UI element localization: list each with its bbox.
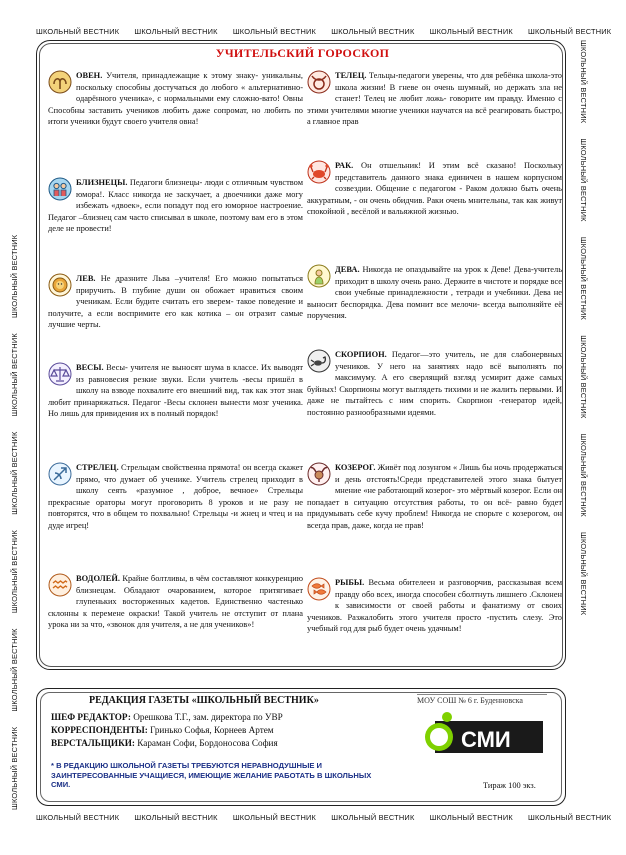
sign-taurus [307,70,562,128]
archer-icon [48,462,72,486]
layout-line [51,738,278,749]
sign-leo [48,273,303,331]
sign-aquarius [48,573,303,631]
sign-name: СКОРПИОН. [335,350,387,359]
page-title: УЧИТЕЛЬСКИЙ ГОРОСКОП [215,46,390,60]
sign-name: РАК. [335,161,354,170]
sign-name: СТРЕЛЕЦ. [76,463,119,472]
crab-icon [307,160,331,184]
sign-name: ВЕСЫ. [76,363,104,372]
lion-icon [48,273,72,297]
layout-label: ВЕРСТАЛЬЩИКИ: [51,738,135,748]
corr-label: КОРРЕСПОНДЕНТЫ: [51,725,148,735]
sign-scorpio [307,349,562,419]
sign-text: Никогда не опаздывайте на урок к Деве! Дева-учитель приходит в школу очень рано. Держите в чистоте и порядке все свои учебные принадлежности , тетради и учебники. Дева не выносит беспорядка. Дева помнит все мелочи- всегда выполняйте её поручения. [307,265,563,321]
gemini-icon [48,177,72,201]
bottom-band [36,813,626,822]
sign-name: ОВЕН. [76,71,103,80]
virgo-icon [307,264,331,288]
scales-icon [48,362,72,386]
sign-text: Весьма обителеен и разговорчив, рассказывая всем правду обо всех, иногда способен сболтнуть лишнего .Склонен к зависимости от своей работы и фанатизму от своих учеников. Разжалобить этого учителя просто -пустить слезу. Это учебный год для рыб будет очень удачным! [307,578,562,634]
sign-text: Живёт под лозунгом « Лишь бы ночь продержаться и день отстоять!Среди представителей этого знака бытует мнение «не работающий козерог- это мёртвый козерог. Если он попадает в ситуацию отсутствия работы, то он всё- равно будет придумывать себе кучу проблем! Никогда не спорьте с козерогом, он всегда прав, даже, когда не прав! [307,463,562,530]
sign-text: Тельцы-педагоги уверены, что для ребёнка школа-это школа жизни! В гневе он очень шумный, но держать зла не станет! Телец не любит ложь- говорите им правду. Именно с этими учителями многие ученики научатся на всё реагировать быстро, а главное прав [307,71,562,127]
editorial-heading: РЕДАКЦИЯ ГАЗЕТЫ «ШКОЛЬНЫЙ ВЕСТНИК» [89,695,319,706]
sign-text: Стрельцам свойственна прямота! он всегда скажет прямо, что думает об ученике. Учитель стрелец приходит в школу сеять «разумное , доброе, вечное» Стрельцы прекрасные ораторы могут проговорить 8 уроков и не разу не повторятся, что в общем то похвально! Стрельцы -и жнец и чтец и на дуде игрец! [48,463,304,530]
sign-text: Не дразните Льва –учителя! Его можно попытаться приручить. В глубине души он обожает нравиться своим ученикам. Если будите считать его зверем- такое поведение и получите, а если воспримите его как котика – он отразит самые лучшие черты. [48,274,304,330]
sign-text: Крайне болтливы, в чём составляют конкуренцию близнецам. Обладают очарованием, которое притягивает глупеньких восторженных кадетов. Единственно частенько склонны к перемене окраски! Такой учитель не отступит от плана урока ни за что, «звонок для учителя, а не для учеников»! [48,574,303,630]
water-bearer-icon [48,573,72,597]
sign-text: Весы- учителя не выносят шума в классе. Их выводят из равновесия резкие звуки. Если учитель -весы пришёл в школу на взводе похвалите его внешний вид, так как этот знак любит принаряжаться. Педагог -Весы склонен вынести мозг ученика. Но лишь для привидения их в полный порядок! [48,363,303,419]
left-band [10,40,24,810]
correspondents-line [51,725,274,736]
school-name: МОУ СОШ № 6 г. Буденновска [417,694,547,705]
scorpion-icon [307,349,331,373]
sign-capricorn [307,462,562,532]
top-band-text: ШКОЛЬНЫЙ ВЕСТНИК ШКОЛЬНЫЙ ВЕСТНИК ШКОЛЬНЫЙ ВЕСТНИК ШКОЛЬНЫЙ ВЕСТНИК ШКОЛЬНЫЙ ВЕСТНИК ШКОЛЬНЫЙ ВЕСТНИК [36,27,626,36]
right-band-text: ШКОЛЬНЫЙ ВЕСТНИК ШКОЛЬНЫЙ ВЕСТНИК ШКОЛЬНЫЙ ВЕСТНИК ШКОЛЬНЫЙ ВЕСТНИК ШКОЛЬНЫЙ ВЕСТНИК ШКОЛЬНЫЙ ВЕСТНИК [579,40,588,631]
left-band-text: ШКОЛЬНЫЙ ВЕСТНИК ШКОЛЬНЫЙ ВЕСТНИК ШКОЛЬНЫЙ ВЕСТНИК ШКОЛЬНЫЙ ВЕСТНИК ШКОЛЬНЫЙ ВЕСТНИК ШКОЛЬНЫЙ ВЕСТНИК [10,219,19,810]
goat-icon [307,462,331,486]
layout-value: Караман Софи, Бордоносова София [137,738,278,748]
top-band [36,27,626,36]
recruitment-note: * В РЕДАКЦИЮ ШКОЛЬНОЙ ГАЗЕТЫ ТРЕБУЮТСЯ НЕРАВНОДУШНЫЕ И ЗАИНТЕРЕСОВАННЫЕ УЧАЩИЕСЯ, ИМЕЮЩИЕ ЖЕЛАНИЕ РАБОТАТЬ В ШКОЛЬНЫХ СМИ. [51,761,372,790]
chief-value: Орешкова Т.Г., зам. директора по УВР [133,712,283,722]
sign-name: ДЕВА. [335,265,360,274]
sign-text: Педагоги близнецы- люди с отличным чувством юмора!. Класс никогда не заскучает, а двоечники даже могу избежать «двоек», если попадут под его юморное настроение. Педагог –близнец сам часто списывал в школе, поэтому вам его в этом деле не провести! [48,178,303,234]
logo-text: СМИ [461,727,511,752]
right-band [574,40,588,810]
aries-icon [48,70,72,94]
sign-name: ТЕЛЕЦ. [335,71,367,80]
sign-cancer [307,160,562,218]
chief-label: ШЕФ РЕДАКТОР: [51,712,131,722]
editorial-box [36,688,566,806]
sign-name: КОЗЕРОГ. [335,463,376,472]
sign-libra [48,362,303,420]
sign-aries [48,70,303,128]
corr-value: Гринько Софья, Корнеев Артем [150,725,274,735]
bottom-band-text: ШКОЛЬНЫЙ ВЕСТНИК ШКОЛЬНЫЙ ВЕСТНИК ШКОЛЬНЫЙ ВЕСТНИК ШКОЛЬНЫЙ ВЕСТНИК ШКОЛЬНЫЙ ВЕСТНИК ШКОЛЬНЫЙ ВЕСТНИК [36,813,626,822]
chief-editor-line [51,712,283,723]
smi-logo [421,711,547,763]
fish-icon [307,577,331,601]
sign-virgo [307,264,562,322]
print-run: Тираж 100 экз. [483,781,536,790]
sign-sagittarius [48,462,303,532]
sign-pisces [307,577,562,635]
sign-name: ВОДОЛЕЙ. [76,574,120,583]
sign-name: БЛИЗНЕЦЫ. [76,178,128,187]
bull-icon [307,70,331,94]
sign-name: РЫБЫ. [335,578,365,587]
sign-text: Педагог—это учитель, не для слабонервных учеников. У него на занятиях надо всё выполнять по максимуму. А его сверлящий взгляд усмирит даже самых буйных! Скорпионы могут выглядеть тихими и не жалить первыми. И даже не пытайтесь с ним спорить. Скорпион -генератор идей, постоянно разнообразными идеями. [307,350,563,417]
sign-gemini [48,177,303,235]
sign-text: Учителя, принадлежащие к этому знаку- уникальны, поскольку способны достучаться до любого « альтернативно-одарённого ученика», с нормальными ему сложно-вато! Овны Способны заставить учеников любить даже сопромат, но любить по итоги ученики будут своего учителя овна! [48,71,303,127]
sign-text: Он отшельник! И этим всё сказано! Поскольку представитель данного знака единичен в нашем корпусном созвездии. Общение с педагогом - Раком должно быть очень аккуратным, - он очень обидчив. Раки очень мнительны, так как живут спокойной , весёлой и вальяжной жизнью. [307,161,563,217]
sign-name: ЛЕВ. [76,274,96,283]
